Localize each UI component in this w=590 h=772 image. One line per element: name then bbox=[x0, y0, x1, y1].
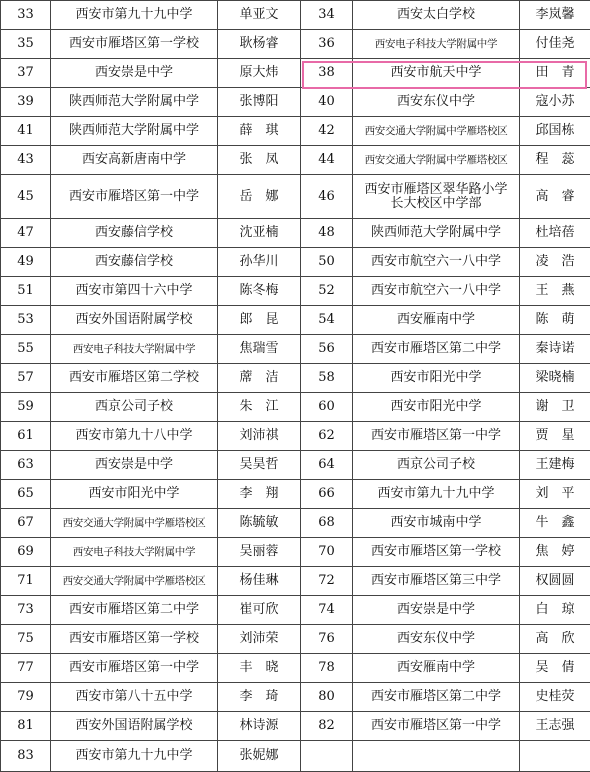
left-row-number: 55 bbox=[1, 335, 51, 364]
right-school-cell: 西安市雁塔区第一中学 bbox=[353, 712, 520, 741]
right-name-cell: 寇小苏 bbox=[520, 88, 590, 117]
left-row-number: 71 bbox=[1, 567, 51, 596]
left-school-cell: 西安市雁塔区第一学校 bbox=[51, 625, 218, 654]
left-name-cell: 吴丽蓉 bbox=[218, 538, 301, 567]
left-school-cell: 西安市雁塔区第一学校 bbox=[51, 30, 218, 59]
right-name-cell: 吴 倩 bbox=[520, 654, 590, 683]
right-school-cell: 西安市阳光中学 bbox=[353, 393, 520, 422]
right-name-cell: 邱国栋 bbox=[520, 117, 590, 146]
table-row bbox=[1, 306, 590, 335]
table-row bbox=[1, 335, 590, 364]
right-row-number: 60 bbox=[301, 393, 353, 422]
right-school-cell: 西安市雁塔区第二中学 bbox=[353, 683, 520, 712]
right-name-cell: 白 琼 bbox=[520, 596, 590, 625]
right-school-cell: 西安交通大学附属中学雁塔校区 bbox=[353, 146, 520, 175]
right-school-cell bbox=[353, 175, 520, 219]
table-row bbox=[1, 422, 590, 451]
right-name-cell: 梁晓楠 bbox=[520, 364, 590, 393]
right-row-number: 46 bbox=[301, 175, 353, 219]
left-row-number: 45 bbox=[1, 175, 51, 219]
left-name-cell: 岳 娜 bbox=[218, 175, 301, 219]
left-school-cell: 西安市阳光中学 bbox=[51, 480, 218, 509]
left-school-cell: 西安市第九十八中学 bbox=[51, 422, 218, 451]
right-school-cell: 西安交通大学附属中学雁塔校区 bbox=[353, 117, 520, 146]
left-row-number: 75 bbox=[1, 625, 51, 654]
school-line: 长大校区中学部 bbox=[353, 197, 519, 211]
right-row-number: 66 bbox=[301, 480, 353, 509]
right-row-number: 58 bbox=[301, 364, 353, 393]
left-school-cell: 西安崇是中学 bbox=[51, 59, 218, 88]
right-row-number: 72 bbox=[301, 567, 353, 596]
left-row-number: 65 bbox=[1, 480, 51, 509]
table-row bbox=[1, 596, 590, 625]
left-school-cell: 西安市第八十五中学 bbox=[51, 683, 218, 712]
left-school-cell: 西京公司子校 bbox=[51, 393, 218, 422]
table-row bbox=[1, 277, 590, 306]
right-school-cell: 西安雁南中学 bbox=[353, 306, 520, 335]
right-name-cell: 谢 卫 bbox=[520, 393, 590, 422]
school-line: 西安市雁塔区翠华路小学 bbox=[353, 183, 519, 197]
right-row-number: 70 bbox=[301, 538, 353, 567]
right-name-cell: 焦 婷 bbox=[520, 538, 590, 567]
left-school-cell: 西安交通大学附属中学雁塔校区 bbox=[51, 509, 218, 538]
right-name-cell: 刘 平 bbox=[520, 480, 590, 509]
left-school-cell: 西安市雁塔区第一中学 bbox=[51, 654, 218, 683]
right-name-cell: 程 蕊 bbox=[520, 146, 590, 175]
right-school-cell: 陕西师范大学附属中学 bbox=[353, 219, 520, 248]
left-name-cell: 崔可欣 bbox=[218, 596, 301, 625]
right-name-cell: 王志强 bbox=[520, 712, 590, 741]
left-name-cell: 郎 昆 bbox=[218, 306, 301, 335]
left-row-number: 49 bbox=[1, 248, 51, 277]
left-school-cell: 陕西师范大学附属中学 bbox=[51, 88, 218, 117]
left-row-number: 79 bbox=[1, 683, 51, 712]
left-row-number: 77 bbox=[1, 654, 51, 683]
left-row-number: 33 bbox=[1, 1, 51, 30]
right-name-cell: 杜培蓓 bbox=[520, 219, 590, 248]
right-row-number: 64 bbox=[301, 451, 353, 480]
right-school-cell: 西安崇是中学 bbox=[353, 596, 520, 625]
left-name-cell: 薛 琪 bbox=[218, 117, 301, 146]
right-row-number: 44 bbox=[301, 146, 353, 175]
left-name-cell: 蓆 洁 bbox=[218, 364, 301, 393]
right-row-number: 68 bbox=[301, 509, 353, 538]
left-name-cell: 吴昊哲 bbox=[218, 451, 301, 480]
left-row-number: 83 bbox=[1, 741, 51, 772]
right-name-cell: 王建梅 bbox=[520, 451, 590, 480]
left-row-number: 59 bbox=[1, 393, 51, 422]
left-school-cell: 西安外国语附属学校 bbox=[51, 712, 218, 741]
right-school-cell: 西安市航空六一八中学 bbox=[353, 277, 520, 306]
right-school-cell: 西安东仪中学 bbox=[353, 88, 520, 117]
left-school-cell: 西安藤信学校 bbox=[51, 248, 218, 277]
right-row-number: 76 bbox=[301, 625, 353, 654]
right-row-number bbox=[301, 741, 353, 772]
left-row-number: 35 bbox=[1, 30, 51, 59]
right-name-cell: 牛 鑫 bbox=[520, 509, 590, 538]
right-row-number: 74 bbox=[301, 596, 353, 625]
table-row bbox=[1, 509, 590, 538]
table-row bbox=[1, 146, 590, 175]
right-school-cell: 西安市阳光中学 bbox=[353, 364, 520, 393]
right-row-number: 38 bbox=[301, 59, 353, 88]
right-name-cell: 高 睿 bbox=[520, 175, 590, 219]
left-row-number: 69 bbox=[1, 538, 51, 567]
left-school-cell: 西安电子科技大学附属中学 bbox=[51, 335, 218, 364]
table-row bbox=[1, 567, 590, 596]
table-row bbox=[1, 59, 590, 88]
left-school-cell: 西安市雁塔区第二学校 bbox=[51, 364, 218, 393]
table-row bbox=[1, 683, 590, 712]
left-name-cell: 陈冬梅 bbox=[218, 277, 301, 306]
left-name-cell: 孙华川 bbox=[218, 248, 301, 277]
left-name-cell: 沈亚楠 bbox=[218, 219, 301, 248]
table-row bbox=[1, 248, 590, 277]
left-school-cell: 陕西师范大学附属中学 bbox=[51, 117, 218, 146]
table-row bbox=[1, 30, 590, 59]
left-row-number: 67 bbox=[1, 509, 51, 538]
right-name-cell: 王 燕 bbox=[520, 277, 590, 306]
left-row-number: 43 bbox=[1, 146, 51, 175]
left-name-cell: 林诗源 bbox=[218, 712, 301, 741]
table-row bbox=[1, 364, 590, 393]
left-school-cell: 西安市雁塔区第一中学 bbox=[51, 175, 218, 219]
left-name-cell: 耿杨睿 bbox=[218, 30, 301, 59]
left-name-cell: 单亚文 bbox=[218, 1, 301, 30]
right-school-cell: 西安东仪中学 bbox=[353, 625, 520, 654]
table-row bbox=[1, 538, 590, 567]
right-school-cell: 西安市雁塔区第一中学 bbox=[353, 422, 520, 451]
left-name-cell: 张妮娜 bbox=[218, 741, 301, 772]
right-row-number: 80 bbox=[301, 683, 353, 712]
left-name-cell: 刘沛荣 bbox=[218, 625, 301, 654]
left-row-number: 53 bbox=[1, 306, 51, 335]
right-name-cell: 付佳尧 bbox=[520, 30, 590, 59]
right-row-number: 54 bbox=[301, 306, 353, 335]
left-school-cell: 西安市雁塔区第二中学 bbox=[51, 596, 218, 625]
left-school-cell: 西安藤信学校 bbox=[51, 219, 218, 248]
left-row-number: 39 bbox=[1, 88, 51, 117]
right-row-number: 82 bbox=[301, 712, 353, 741]
left-name-cell: 原大炜 bbox=[218, 59, 301, 88]
left-row-number: 73 bbox=[1, 596, 51, 625]
table-row bbox=[1, 712, 590, 741]
right-name-cell: 陈 萌 bbox=[520, 306, 590, 335]
right-name-cell bbox=[520, 741, 590, 772]
table-row bbox=[1, 480, 590, 509]
left-name-cell: 杨佳琳 bbox=[218, 567, 301, 596]
left-row-number: 37 bbox=[1, 59, 51, 88]
right-name-cell: 李岚馨 bbox=[520, 1, 590, 30]
left-row-number: 81 bbox=[1, 712, 51, 741]
right-row-number: 78 bbox=[301, 654, 353, 683]
left-name-cell: 焦瑞雪 bbox=[218, 335, 301, 364]
left-row-number: 47 bbox=[1, 219, 51, 248]
left-name-cell: 朱 江 bbox=[218, 393, 301, 422]
right-school-cell: 西安市航天中学 bbox=[353, 59, 520, 88]
left-name-cell: 张 凤 bbox=[218, 146, 301, 175]
right-name-cell: 高 欣 bbox=[520, 625, 590, 654]
left-name-cell: 张博阳 bbox=[218, 88, 301, 117]
table-row bbox=[1, 393, 590, 422]
right-school-cell: 西安市航空六一八中学 bbox=[353, 248, 520, 277]
left-name-cell: 刘沛祺 bbox=[218, 422, 301, 451]
right-school-cell: 西安市雁塔区第三中学 bbox=[353, 567, 520, 596]
right-school-cell: 西安市雁塔区第二中学 bbox=[353, 335, 520, 364]
right-row-number: 62 bbox=[301, 422, 353, 451]
table-row bbox=[1, 88, 590, 117]
left-name-cell: 李 翔 bbox=[218, 480, 301, 509]
left-name-cell: 陈毓敏 bbox=[218, 509, 301, 538]
table-row bbox=[1, 451, 590, 480]
right-row-number: 34 bbox=[301, 1, 353, 30]
left-row-number: 57 bbox=[1, 364, 51, 393]
table-row bbox=[1, 175, 590, 219]
right-school-cell: 西安太白学校 bbox=[353, 1, 520, 30]
left-row-number: 63 bbox=[1, 451, 51, 480]
right-name-cell: 秦诗诺 bbox=[520, 335, 590, 364]
left-school-cell: 西安电子科技大学附属中学 bbox=[51, 538, 218, 567]
right-row-number: 56 bbox=[301, 335, 353, 364]
roster-body bbox=[1, 1, 590, 772]
table-row bbox=[1, 1, 590, 30]
table-row bbox=[1, 117, 590, 146]
right-row-number: 50 bbox=[301, 248, 353, 277]
right-name-cell: 贾 星 bbox=[520, 422, 590, 451]
right-school-cell: 西安电子科技大学附属中学 bbox=[353, 30, 520, 59]
right-school-cell: 西安市第九十九中学 bbox=[353, 480, 520, 509]
right-row-number: 52 bbox=[301, 277, 353, 306]
right-school-cell: 西安市城南中学 bbox=[353, 509, 520, 538]
left-school-cell: 西安交通大学附属中学雁塔校区 bbox=[51, 567, 218, 596]
table-row bbox=[1, 625, 590, 654]
left-row-number: 61 bbox=[1, 422, 51, 451]
table-row bbox=[1, 219, 590, 248]
right-row-number: 48 bbox=[301, 219, 353, 248]
right-row-number: 40 bbox=[301, 88, 353, 117]
right-name-cell: 凌 浩 bbox=[520, 248, 590, 277]
table-row bbox=[1, 741, 590, 772]
left-school-cell: 西安外国语附属学校 bbox=[51, 306, 218, 335]
right-name-cell: 田 青 bbox=[520, 59, 590, 88]
right-name-cell: 权圆圆 bbox=[520, 567, 590, 596]
left-school-cell: 西安市第九十九中学 bbox=[51, 1, 218, 30]
right-row-number: 36 bbox=[301, 30, 353, 59]
right-row-number: 42 bbox=[301, 117, 353, 146]
left-row-number: 51 bbox=[1, 277, 51, 306]
right-school-cell: 西京公司子校 bbox=[353, 451, 520, 480]
left-name-cell: 李 琦 bbox=[218, 683, 301, 712]
left-school-cell: 西安市第九十九中学 bbox=[51, 741, 218, 772]
right-school-cell: 西安雁南中学 bbox=[353, 654, 520, 683]
left-name-cell: 丰 晓 bbox=[218, 654, 301, 683]
table-row bbox=[1, 654, 590, 683]
left-row-number: 41 bbox=[1, 117, 51, 146]
left-school-cell: 西安市第四十六中学 bbox=[51, 277, 218, 306]
right-school-cell: 西安市雁塔区第一学校 bbox=[353, 538, 520, 567]
right-school-cell bbox=[353, 741, 520, 772]
left-school-cell: 西安崇是中学 bbox=[51, 451, 218, 480]
left-school-cell: 西安高新唐南中学 bbox=[51, 146, 218, 175]
right-name-cell: 史桂荧 bbox=[520, 683, 590, 712]
